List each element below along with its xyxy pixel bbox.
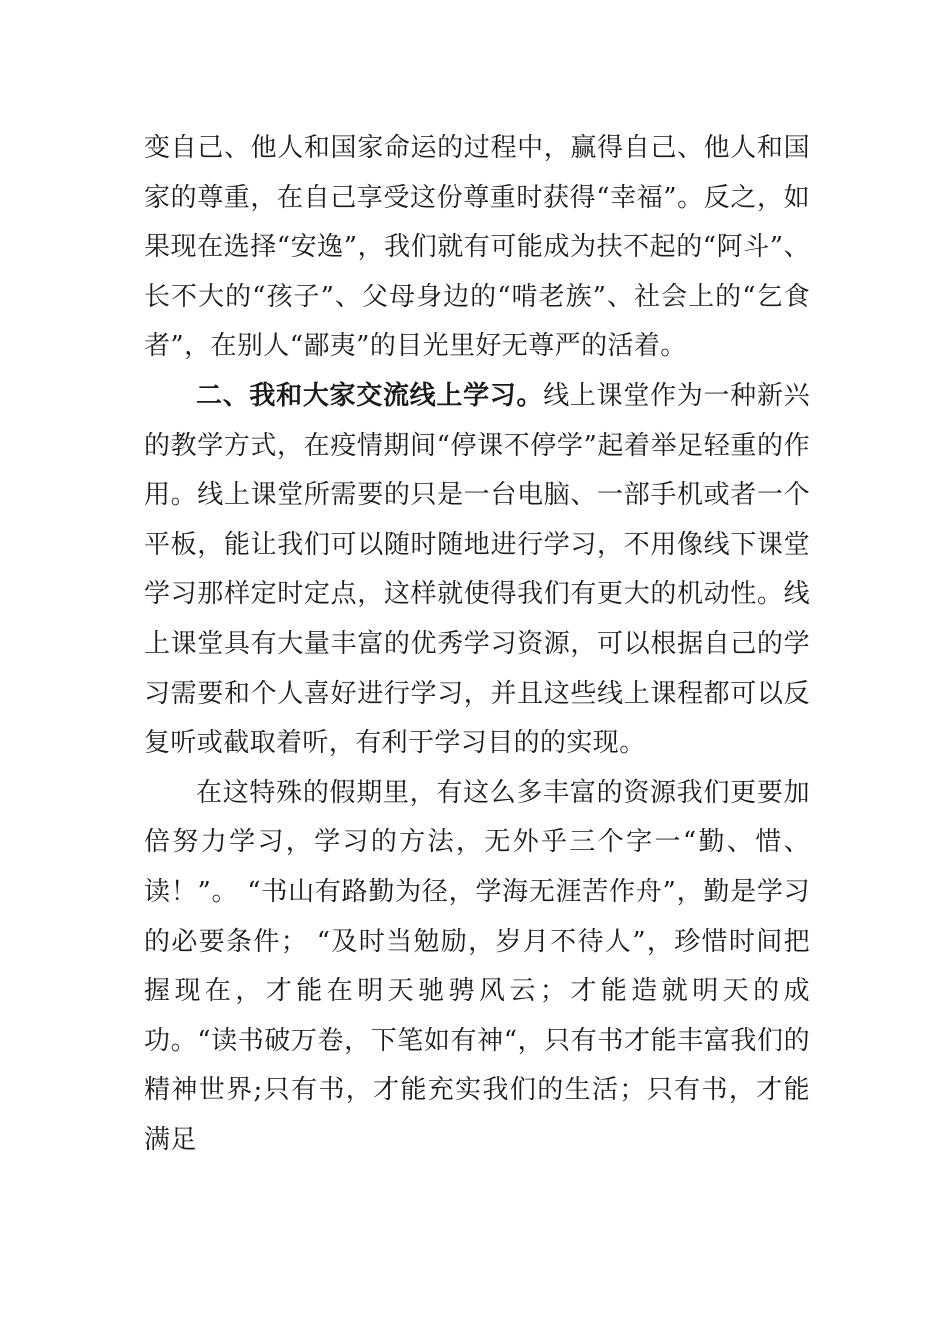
section-heading: 二、我和大家交流线上学习。 (196, 380, 544, 411)
document-page (144, 124, 810, 1165)
paragraph-text: 线上课堂作为一种新兴的教学方式，在疫情期间“停课不停学”起着举足轻重的作用。线上课堂所需要的只是一台电脑、一部手机或者一个平板，能让我们可以随时随地进行学习，不用像线下课堂学习那样定时定点，这样就使得我们有更大的机动性。线上课堂具有大量丰富的优秀学习资源，可以根据自己的学习需要和个人喜好进行学习，并且这些线上课程都可以反复听或截取着听，有利于学习目的的实现。 (144, 380, 810, 759)
paragraph-study-methods (144, 769, 810, 1166)
paragraph-continuation (144, 124, 810, 372)
paragraph-text: 变自己、他人和国家命运的过程中，赢得自己、他人和国家的尊重，在自己享受这份尊重时获得“幸福”。反之，如果现在选择“安逸”，我们就有可能成为扶不起的“阿斗”、长不大的“孩子”、父母身边的“啃老族”、社会上的“乞食者”，在别人“鄙夷”的目光里好无尊严的活着。 (144, 133, 810, 362)
paragraph-online-learning (144, 372, 810, 769)
paragraph-text: 在这特殊的假期里，有这么多丰富的资源我们更要加倍努力学习，学习的方法，无外乎三个字一“勤、惜、读！”。 “书山有路勤为径，学海无涯苦作舟”，勤是学习的必要条件； “及时当勉励，岁月不待人”，珍惜时间把握现在，才能在明天驰骋风云；才能造就明天的成功。“读书破万卷，下笔如有神“，只有书才能丰富我们的精神世界;只有书，才能充实我们的生活；只有书，才能满足 (144, 777, 810, 1155)
